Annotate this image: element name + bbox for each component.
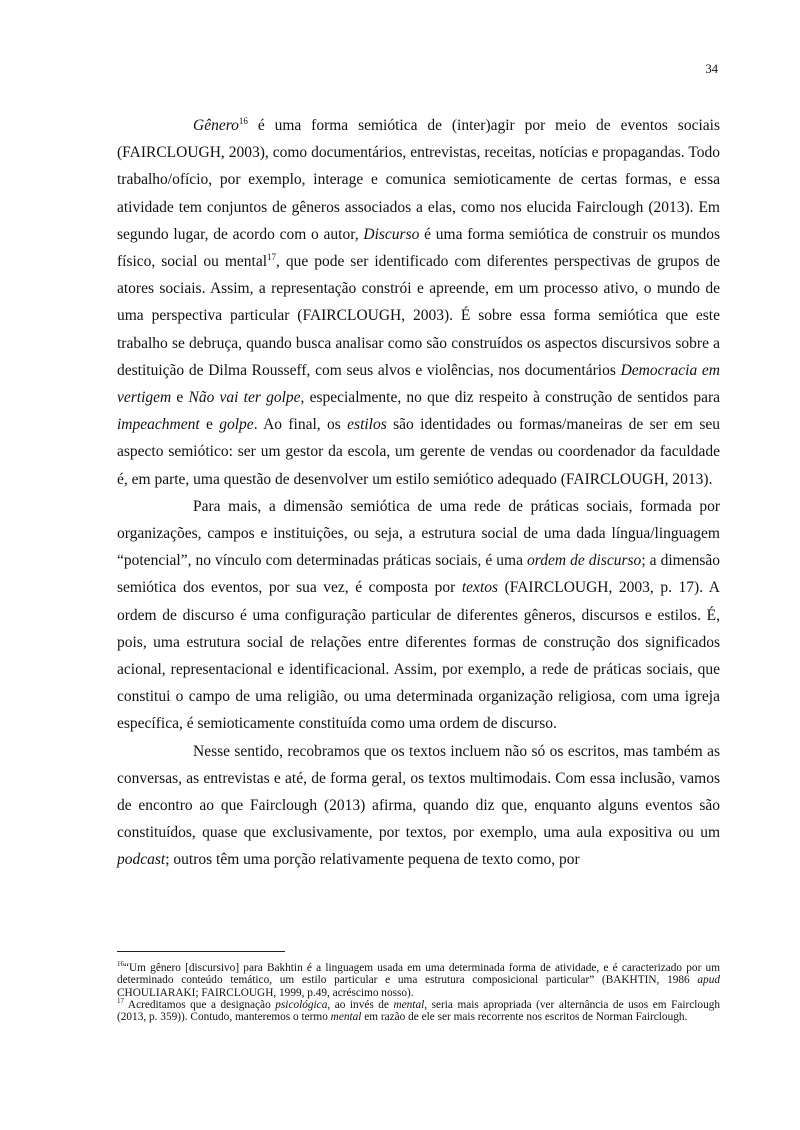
emphasis-text: textos [461,579,499,597]
text-run: , seria mais apropriada (ver alternância de usos em Fairclough (2013, p. 359)). Contudo, manteremos o termo [117,998,721,1024]
text-run: e [171,389,189,407]
emphasis-text: Democracia em vertigem [117,361,720,407]
text-run: CHOULIARAKI; FAIRCLOUGH, 1999, p.49, acréscimo nosso). [117,986,414,999]
emphasis-text: apud [697,974,720,987]
body-text [117,112,720,874]
emphasis-text: Gênero [193,117,239,134]
text-run: e [199,416,220,434]
text-run: , especialmente, no que diz respeito à construção de sentidos para [300,389,720,407]
text-run: ; outros têm uma porção relativamente pequena de texto como, por [165,851,580,869]
footnote [117,999,720,1024]
text-run: são identidades ou formas/maneiras de ser em seu aspecto semiótico: ser um gestor da escola, um gerente de vendas ou coordenador da faculdade é, em parte, uma questão de desenvolver um estilo semiótico adequado (FAIRCLOUGH, 2013). [117,416,720,488]
footnote-reference: 16 [238,115,248,126]
text-run: “Um gênero [discursivo] para Bakhtin é a linguagem usada em uma determinada forma de atividade, e é caracterizado por um determinado conteúdo temático, um estilo particular e uma estrutura composicional particular” (BAKHTIN, 1986 [117,962,720,987]
emphasis-text: mental [330,1011,362,1024]
emphasis-text: podcast [117,851,166,869]
text-run: (FAIRCLOUGH, 2003, p. 17). A ordem de discurso é uma configuração particular de diferentes gêneros, discursos e estilos. É, pois, uma estrutura social de relações entre diferentes formas de construção dos significados acional, representacional e identificacional. Assim, por exemplo, a rede de práticas sociais, que constitui o campo de uma religião, ou uma determinada organização religiosa, com uma igreja específica, é semioticamente constituída como uma ordem de discurso. [117,579,720,733]
footnotes [117,962,720,1023]
text-run: Nesse sentido, recobramos que os textos incluem não só os escritos, mas também as conversas, as entrevistas e até, de forma geral, os textos multimodais. Com essa inclusão, vamos de encontro ao que Fairclough (2013) afirma, quando diz que, enquanto alguns eventos são constituídos, quase que exclusivamente, por textos, por exemplo, uma aula expositiva ou um [117,742,720,842]
text-run: Acreditamos que a designação [124,998,276,1011]
body-paragraph [117,493,720,738]
emphasis-text: Discurso [363,225,420,243]
footnote-separator [117,951,285,952]
text-run: . Ao final, os [253,416,348,434]
text-run: , que pode ser identificado com diferentes perspectivas de grupos de atores sociais. Assim, a representação constrói e apreende, em um processo ativo, o mundo de uma perspectiva particular (FAIRCLOUGH, 2003). É sobre essa forma semiótica que este trabalho se debruça, quando busca analisar como são construídos os aspectos discursivos sobre a destituição de Dilma Rousseff, com seus alvos e violências, nos documentários [117,253,720,379]
text-run: em razão de ele ser mais recorrente nos escritos de Norman Fairclough. [361,1011,688,1024]
footnote-reference: 17 [267,251,277,262]
emphasis-text: impeachment [117,416,200,434]
emphasis-text: ordem de discurso [527,552,642,570]
emphasis-text: mental [393,998,425,1011]
emphasis-text: golpe [219,416,254,434]
footnote-reference: 17 [117,997,124,1006]
text-run: ; a dimensão semiótica dos eventos, por sua vez, é composta por [117,552,720,597]
text-run: é uma forma semiótica de construir os mundos físico, social ou mental [117,225,720,271]
page-number: 34 [705,62,718,76]
emphasis-text: Não vai ter golpe [188,389,301,407]
footnote [117,962,720,999]
emphasis-text: psicológica [275,998,328,1011]
text-run: é uma forma semiótica de (inter)agir por meio de eventos sociais (FAIRCLOUGH, 2003), como documentários, entrevistas, receitas, notícias e propagandas. Todo trabalho/ofício, por exemplo, interage e comunica semioticamente de certas formas, e essa atividade tem conjuntos de gêneros associados a elas, como nos elucida Fairclough (2013). Em segundo lugar, de acordo com o autor, [117,117,720,243]
text-run: Para mais, a dimensão semiótica de uma rede de práticas sociais, formada por organizações, campos e instituições, ou seja, a estrutura social de uma dada língua/linguagem “potencial”, no vínculo com determinadas práticas sociais, é uma [117,497,720,570]
emphasis-text: estilos [347,416,387,434]
body-paragraph [117,112,720,493]
footnote-reference: 16 [117,960,124,969]
text-run: , ao invés de [327,998,394,1011]
body-paragraph [117,738,720,874]
